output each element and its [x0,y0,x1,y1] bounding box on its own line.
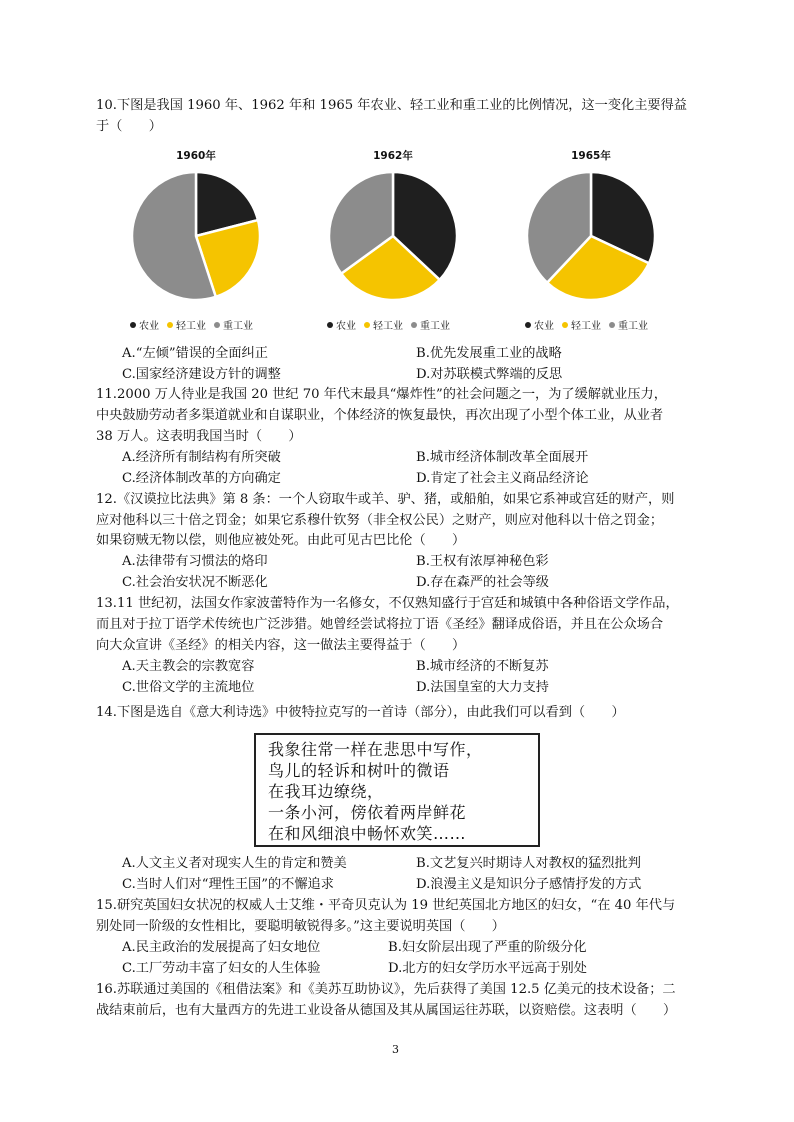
q12-stem-line-3: 如果窃贼无物以偿，则他应被处死。由此可见古巴比伦（ ） [96,533,466,548]
q11-option-c[interactable]: C.经济体制改革的方向确定 [122,471,281,486]
q13-option-d[interactable]: D.法国皇室的大力支持 [416,680,549,695]
q11-stem-line-3: 38 万人。这表明我国当时（ ） [96,429,302,444]
q10-stem-line-2: 于（ ） [96,119,162,134]
legend-swatch [411,322,417,328]
poem-line: 在我耳边缭绕， [268,782,384,801]
pie-title: 1960年 [176,150,216,162]
poem-line: 我象往常一样在悲思中写作， [268,740,483,759]
pie-chart [323,166,463,306]
q14-option-c[interactable]: C.当时人们对“理性王国”的不懈追求 [122,877,334,892]
q11-option-b[interactable]: B.城市经济体制改革全面展开 [416,450,589,465]
q15-option-c[interactable]: C.工厂劳动丰富了妇女的人生体验 [122,961,321,976]
q12-option-a[interactable]: A.法律带有习惯法的烙印 [122,554,268,569]
pie-chart [521,166,661,306]
q14-option-b[interactable]: B.文艺复兴时期诗人对教权的猛烈批判 [416,856,641,871]
legend-swatch [130,322,136,328]
poem-line: 一条小河，傍依着两岸鲜花 [268,803,467,822]
legend-label: 农业 [534,321,554,332]
legend-swatch [562,322,568,328]
q11-stem-line-2: 中央鼓励劳动者多渠道就业和自谋职业，个体经济的恢复最快，再次出现了小型个体工业，从业者 [96,408,664,423]
poem-box [254,733,540,847]
q10-option-c[interactable]: C.国家经济建设方针的调整 [122,367,281,382]
q13-stem-line-3: 向大众宣讲《圣经》的相关内容，这一做法主要得益于（ ） [96,638,466,653]
q10-option-b[interactable]: B.优先发展重工业的战略 [416,346,562,361]
legend-label: 重工业 [420,321,450,332]
q11-stem-line-1: 11.2000 万人待业是我国 20 世纪 70 年代末最具“爆炸性”的社会问题之一，为了缓解就业压力， [96,387,667,402]
legend-label: 重工业 [618,321,648,332]
q12-option-d[interactable]: D.存在森严的社会等级 [416,575,549,590]
q11-option-d[interactable]: D.肯定了社会主义商品经济论 [416,471,589,486]
legend-label: 重工业 [223,321,253,332]
poem-line: 在和风细浪中畅怀欢笑…… [268,824,467,843]
q12-stem-line-2: 应对他科以三十倍之罚金；如果它系穆什钦努（非全权公民）之财产，则应对他科以十倍之罚金； [96,513,664,528]
legend-label: 农业 [139,321,159,332]
legend-item [327,317,356,332]
q15-option-b[interactable]: B.妇女阶层出现了严重的阶级分化 [388,940,587,955]
pie-legend [130,317,253,332]
pie-title: 1962年 [373,150,413,162]
q12-option-c[interactable]: C.社会治安状况不断恶化 [122,575,268,590]
q11-option-a[interactable]: A.经济所有制结构有所突破 [122,450,281,465]
legend-swatch [364,322,370,328]
q15-option-d[interactable]: D.北方的妇女学历水平远高于别处 [388,961,587,976]
legend-item [609,317,648,332]
q16-stem-line-1: 16.苏联通过美国的《租借法案》和《美苏互助协议》，先后获得了美国 12.5 亿美元的技术设备；二 [96,982,676,997]
poem-line: 鸟儿的轻诉和树叶的微语 [268,761,450,780]
legend-item [130,317,159,332]
q10-option-a[interactable]: A.“左倾”错误的全面纠正 [122,346,268,361]
q12-option-b[interactable]: B.王权有浓厚神秘色彩 [416,554,549,569]
q12-stem-line-1: 12.《汉谟拉比法典》第 8 条：一个人窃取牛或羊、驴、猪，或船舶，如果它系神或宫廷的财产，则 [96,492,675,507]
legend-swatch [525,322,531,328]
pie-title: 1965年 [571,150,611,162]
legend-swatch [327,322,333,328]
legend-swatch [609,322,615,328]
page-number: 3 [392,1043,399,1056]
pie-chart [126,166,266,306]
q10-stem-line-1: 10.下图是我国 1960 年、1962 年和 1965 年农业、轻工业和重工业的比例情况，这一变化主要得益 [96,98,687,113]
legend-item [525,317,554,332]
legend-swatch [214,322,220,328]
q13-stem-line-2: 而且对于拉丁语学术传统也广泛涉猎。她曾经尝试将拉丁语《圣经》翻译成俗语，并且在公众场合 [96,617,664,632]
q15-option-a[interactable]: A.民主政治的发展提高了妇女地位 [122,940,321,955]
q14-option-d[interactable]: D.浪漫主义是知识分子感情抒发的方式 [416,877,642,892]
legend-item [562,317,601,332]
q16-stem-line-2: 战结束前后，也有大量西方的先进工业设备从德国及其从属国运往苏联，以资赔偿。这表明（ ） [96,1003,677,1018]
q13-option-c[interactable]: C.世俗文学的主流地位 [122,680,255,695]
q15-stem-line-1: 15.研究英国妇女状况的权威人士艾维・平奇贝克认为 19 世纪英国北方地区的妇女，“在 40 年代与 [96,898,676,913]
pie-legend [525,317,648,332]
q13-option-a[interactable]: A.天主教会的宗教宽容 [122,659,255,674]
legend-label: 农业 [336,321,356,332]
q14-option-a[interactable]: A.人文主义者对现实人生的肯定和赞美 [122,856,347,871]
q14-stem: 14.下图是选自《意大利诗选》中彼特拉克写的一首诗（部分），由此我们可以看到（ ） [96,705,625,720]
q13-stem-line-1: 13.11 世纪初，法国女作家波蕾特作为一名修女，不仅熟知盛行于宫廷和城镇中各种俗语文学作品， [96,596,679,611]
legend-item [167,317,206,332]
legend-label: 轻工业 [571,321,601,332]
q10-option-d[interactable]: D.对苏联模式弊端的反思 [416,367,563,382]
q13-option-b[interactable]: B.城市经济的不断复苏 [416,659,549,674]
legend-item [411,317,450,332]
legend-label: 轻工业 [373,321,403,332]
legend-item [364,317,403,332]
legend-item [214,317,253,332]
legend-swatch [167,322,173,328]
pie-legend [327,317,450,332]
legend-label: 轻工业 [176,321,206,332]
q15-stem-line-2: 别处同一阶级的女性相比，要聪明敏锐得多。”这主要说明英国（ ） [96,919,505,934]
